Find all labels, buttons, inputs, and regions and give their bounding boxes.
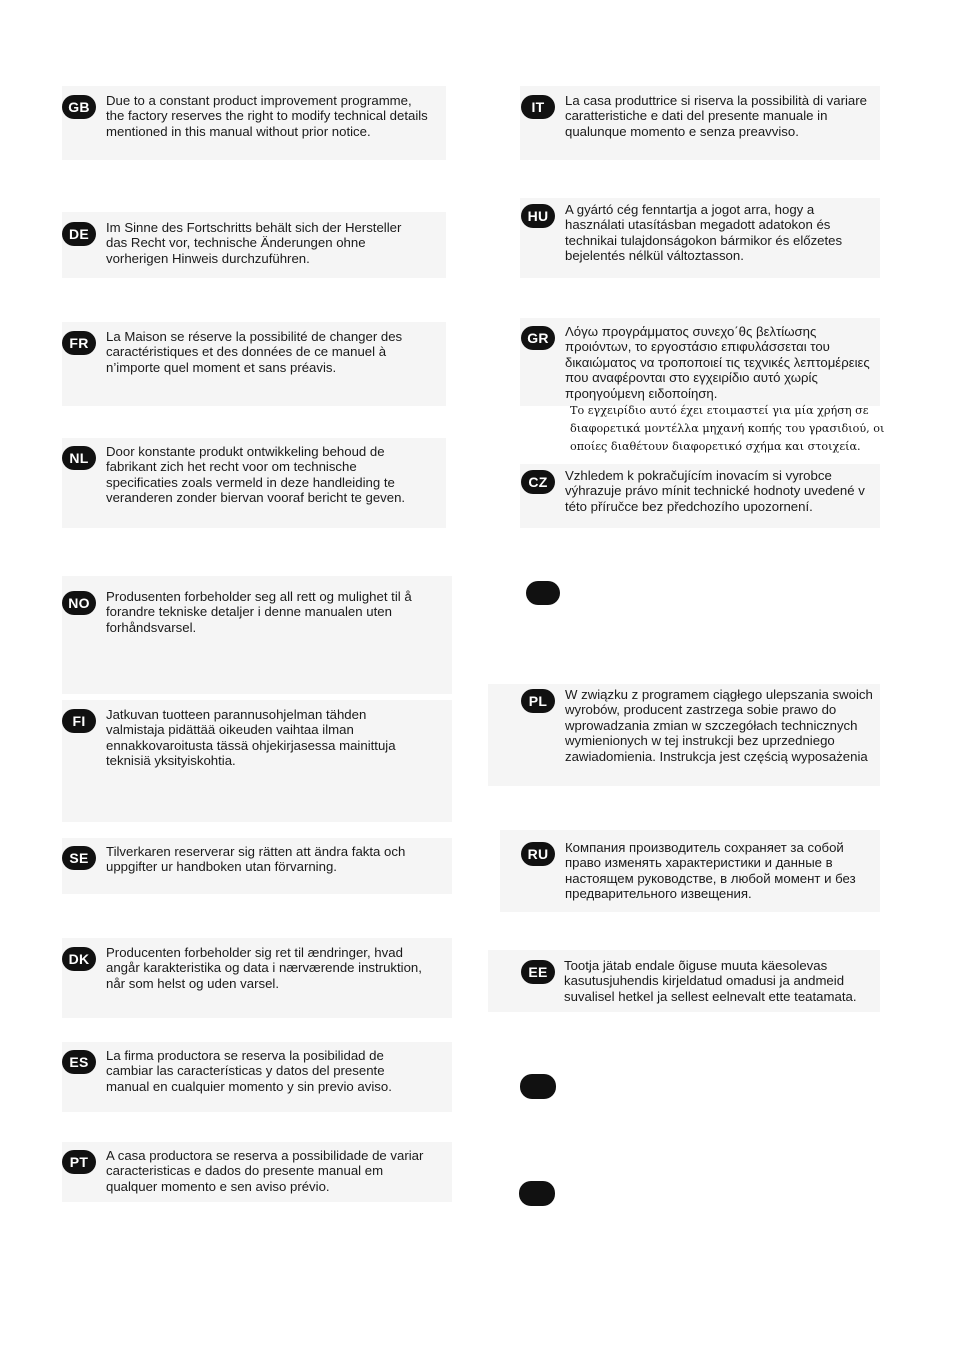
notice-text-es: La firma productora se reserva la posibilidad de cambiar las características y datos del presente manual en cualquier momento y sin previo aviso. [106,1048,392,1094]
notice-text-gb: Due to a constant product improvement programme, the factory reserves the right to modify technical details mentioned in this manual without prior notice. [106,93,428,139]
notice-text-ru: Компания производитель сохраняет за собой право изменять характеристики и данные в настоящем руководстве, в любой момент и без предварительного извещения. [565,840,856,902]
badge-cz: CZ [521,470,555,494]
notice-text-it: La casa produttrice si riserva la possibilità di variare caratteristiche e dati del presente manuale in qualunque momento e senza preavviso. [565,93,867,139]
notice-text-fr: La Maison se réserve la possibilité de changer des caractéristiques et des données de ce manuel à n’importe quel moment et sans préavis. [106,329,403,375]
blank-badge-1 [526,581,560,605]
notice-text-dk: Producenten forbeholder sig ret til ændringer, hvad angår karakteristika og data i nærværende instruktion, når som helst og uden varsel. [106,945,422,991]
notice-text-fi: Jatkuvan tuotteen parannusohjelman tähden valmistaja pidättää oikeuden vaihtaa ilman ennakkovaroitusta tässä ohjekirjasessa mainittuja teknisiä yksityiskohtia. [106,707,396,769]
badge-it: IT [521,95,555,119]
notice-text-nl: Door konstante produkt ontwikkeling behoud de fabrikant zich het recht voor om technische specificaties zoals vermeld in deze handleiding te veranderen zonder biervan vooraf bericht te geven. [106,444,406,506]
notice-text-no: Produsenten forbeholder seg all rett og mulighet til å forandre tekniske detaljer i denne manualen uten forhåndsvarsel. [106,589,412,635]
badge-gb: GB [62,95,96,119]
notice-text-hu: A gyártó cég fenntartja a jogot arra, hogy a használati utasításban megadott adatokon és technikai tulajdonságokon bármikor és előzetes bejelentés nélkül változtasson. [565,202,843,264]
notice-note-gr: Το εγχειρίδιο αυτό έχει ετοιμαστεί για μία χρήση σε διαφορετικά μοντέλλα μηχανή κοπής του γρασιδιού, οι οποίες διαθέτουν διαφορετικό σχήμα και στοιχεία. [570,404,885,453]
blank-badge-2 [520,1074,556,1099]
badge-nl: NL [62,446,96,470]
blank-badge-3 [519,1181,555,1206]
badge-pl: PL [521,689,555,713]
badge-de: DE [62,222,96,246]
notice-text-gr: Λόγω προγράμματος συνεχο΄θς βελτίωσης προιόντων, το εργοστάσιο επιφυλάσσεται του δικαιώματος να τροποποιεί τις τεχνικές λεπτομέρειες που αναφέρονται στο εγχειρίδιο αυτό χωρίς προηγούμενη ειδοποίηση. [565,324,870,401]
notice-text-ee: Tootja jätab endale õiguse muuta käesolevas kasutusjuhendis kirjeldatud omadusi ja andmeid suvalisel hetkel ja sellest eelnevalt ette teatamata. [564,958,857,1004]
badge-es: ES [62,1050,96,1074]
notice-text-cz: Vzhledem k pokračujícím inovacím si vyrobce výhrazuje právo mínit technické hodnoty uvedené v této příručce bez předchozího upozornení. [565,468,865,514]
badge-dk: DK [62,947,96,971]
badge-ee: EE [521,960,555,984]
badge-hu: HU [521,204,555,228]
badge-ru: RU [521,842,555,866]
badge-no: NO [62,591,96,615]
badge-fr: FR [62,331,96,355]
badge-gr: GR [521,326,555,350]
notice-text-se: Tilverkaren reserverar sig rätten att ändra fakta och uppgifter ur handboken utan förvarning. [106,844,406,875]
badge-se: SE [62,846,96,870]
notice-text-de: Im Sinne des Fortschritts behält sich der Hersteller das Recht vor, technische Änderungen ohne vorherigen Hinweis durchzuführen. [106,220,402,266]
badge-fi: FI [62,709,96,733]
badge-pt: PT [62,1150,96,1174]
notice-text-pt: A casa productora se reserva a possibilidade de variar caracteristicas e dados do presente manual em qualquer momento e sen aviso prévio. [106,1148,424,1194]
notice-text-pl: W związku z programem ciągłego ulepszania swoich wyrobów, producent zastrzega sobie prawo do wprowadzania zmian w szczegółach technicznych wymienionych w tej instrukcji bez uprzedniego zawiadomienia. Instrukcja jest częścią wyposażenia [565,687,873,764]
